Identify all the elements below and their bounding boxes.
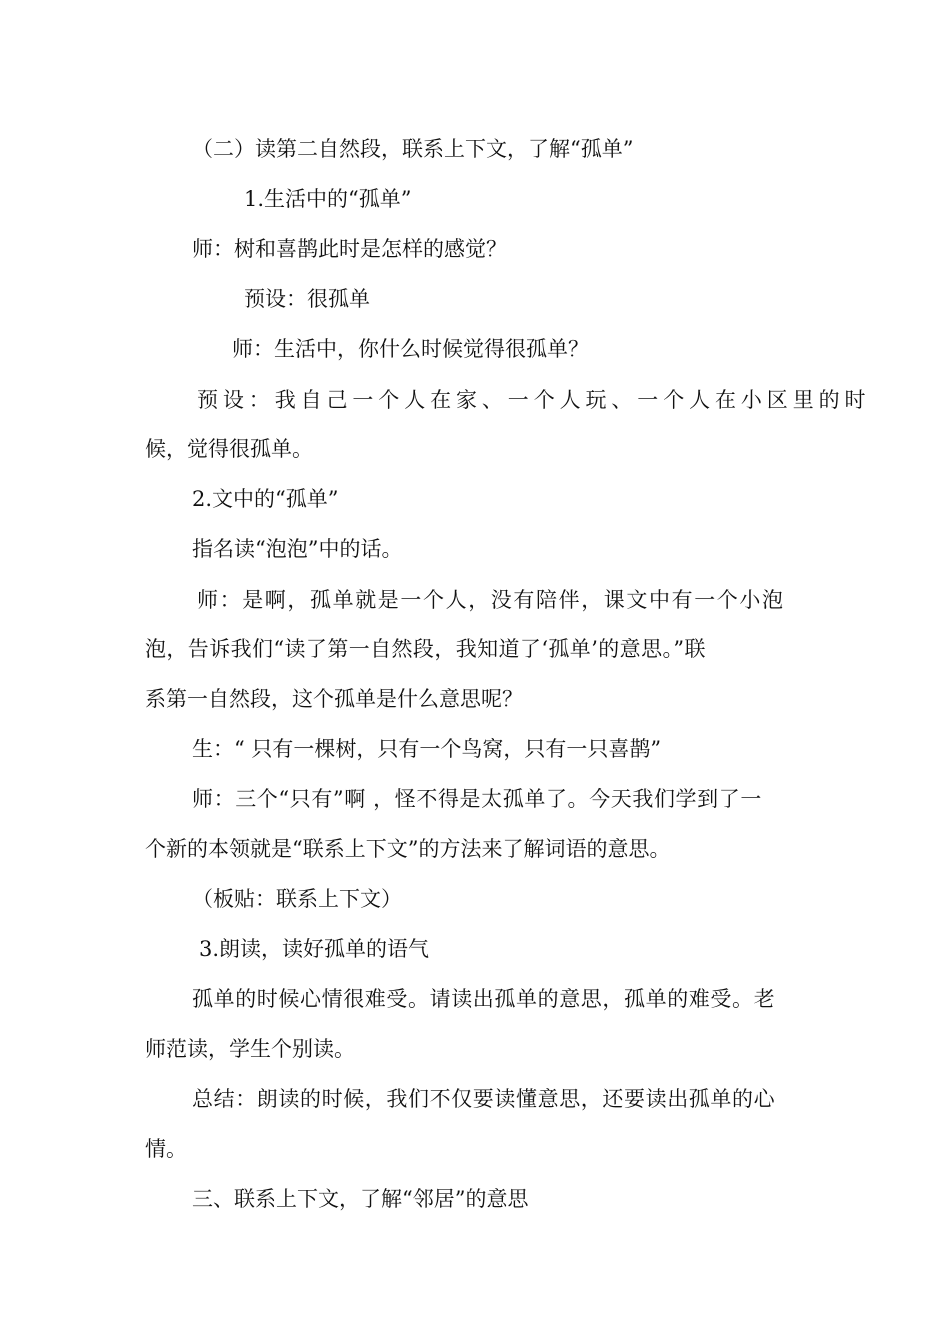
preset-answer-2-line2: 候，觉得很孤单。 xyxy=(145,437,313,461)
preset-answer-1: 预设：很孤单 xyxy=(244,287,370,311)
instruction-read-bubble: 指名读“泡泡”中的话。 xyxy=(192,537,403,561)
subheading-read-aloud: 3.朗读，读好孤单的语气 xyxy=(199,937,430,961)
teacher-explanation-line1: 师：是啊，孤单就是一个人，没有陪伴，课文中有一个小泡 xyxy=(197,588,785,612)
section-heading-2: （二）读第二自然段，联系上下文，了解“孤单” xyxy=(192,137,634,161)
reading-instruction-line2: 师范读，学生个别读。 xyxy=(145,1037,355,1061)
preset-answer-2-line1 xyxy=(197,385,871,415)
preset-answer-2-text: 预设：我自己一个人在家、一个人玩、一个人在小区里的时 xyxy=(197,388,871,412)
teacher-explanation-line2: 泡，告诉我们“读了第一自然段，我知道了‘孤单’的意思。”联 xyxy=(145,637,706,661)
section-heading-3: 三、联系上下文，了解“邻居”的意思 xyxy=(192,1187,529,1211)
teacher-question-2: 师：生活中，你什么时候觉得很孤单？ xyxy=(232,337,589,361)
teacher-summary-line1: 师：三个“只有”啊 ，怪不得是太孤单了。今天我们学到了一 xyxy=(192,787,762,811)
reading-instruction-line1: 孤单的时候心情很难受。请读出孤单的意思，孤单的难受。老 xyxy=(192,987,776,1011)
board-note: （板贴：联系上下文） xyxy=(192,887,402,911)
teacher-explanation-line3: 系第一自然段，这个孤单是什么意思呢？ xyxy=(145,687,523,711)
summary-line1: 总结：朗读的时候，我们不仅要读懂意思，还要读出孤单的心 xyxy=(192,1087,776,1111)
subheading-text-lonely: 2.文中的“孤单” xyxy=(192,487,339,511)
teacher-question-1: 师：树和喜鹊此时是怎样的感觉？ xyxy=(192,237,507,261)
subheading-life-lonely: 1.生活中的“孤单” xyxy=(244,187,412,211)
student-answer: 生：“ 只有一棵树，只有一个鸟窝，只有一只喜鹊” xyxy=(192,737,662,761)
summary-line2: 情。 xyxy=(145,1137,187,1161)
teacher-summary-line2: 个新的本领就是“联系上下文”的方法来了解词语的意思。 xyxy=(145,837,671,861)
